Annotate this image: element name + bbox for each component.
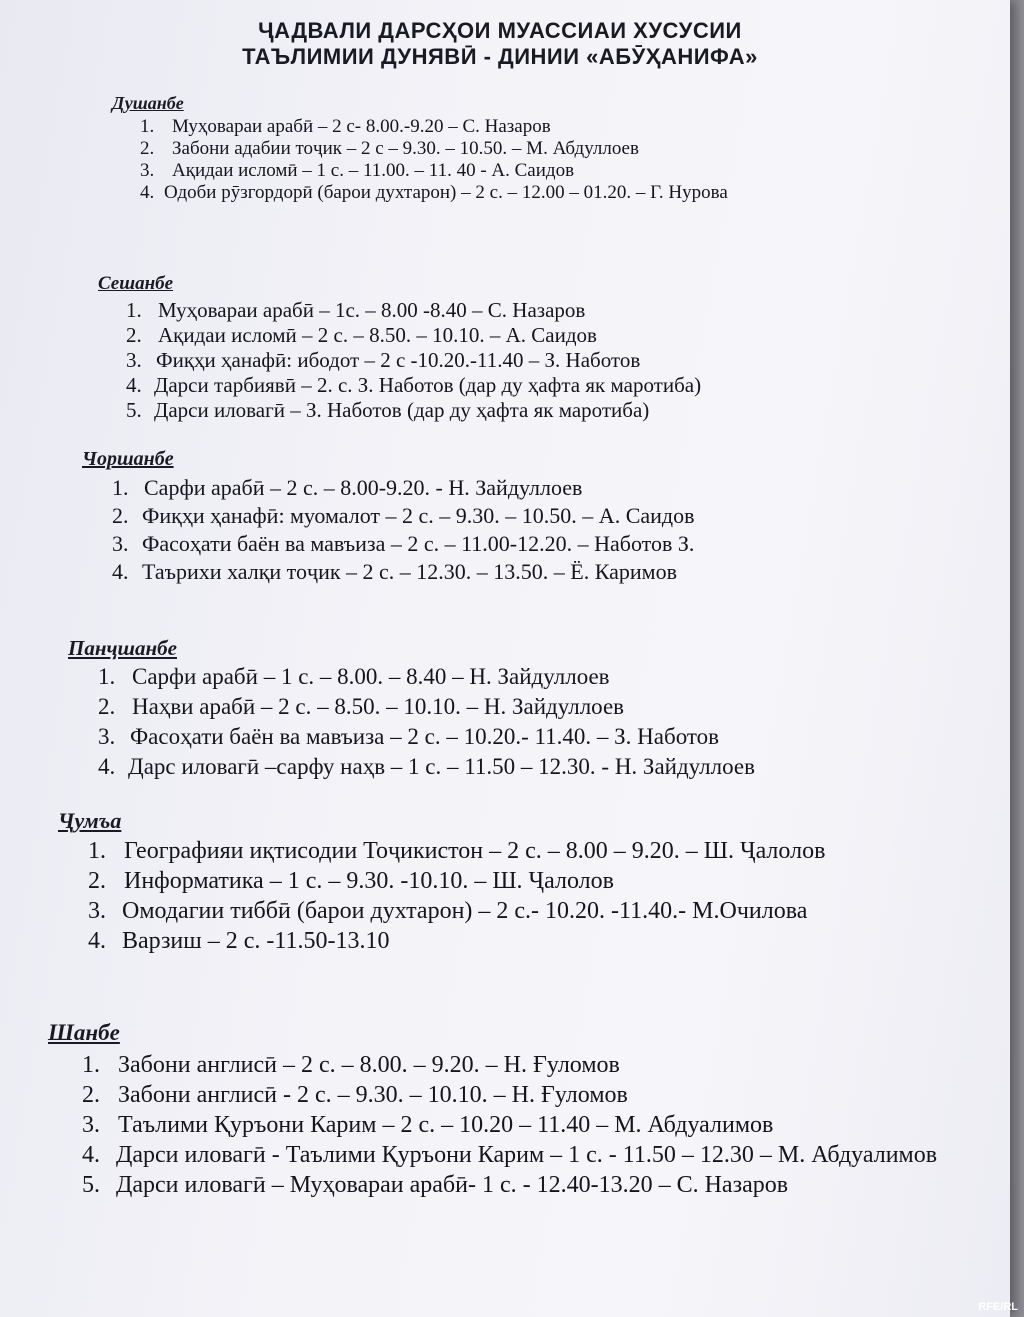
watermark: RFE/RL — [978, 1301, 1018, 1313]
monday-lessons — [140, 116, 840, 204]
day-heading-friday: Ҷумъа — [58, 808, 122, 833]
document-title-line-1: ҶАДВАЛИ ДАРСҲОИ МУАССИАИ ХУСУСИИ — [258, 18, 742, 43]
list-item: 4. Одоби рӯзгордорӣ (барои духтарон) – 2 с. – 12.00 – 01.20. – Г. Нурова — [140, 182, 728, 203]
list-item: 5. Дарси иловагӣ – З. Наботов (дар ду ҳафта як маротиба) — [126, 398, 650, 422]
list-item: 3. Ақидаи исломӣ – 1 с. – 11.00. – 11. 40 - А. Саидов — [140, 160, 575, 181]
list-item: 1. Сарфи арабӣ – 1 с. – 8.00. – 8.40 – Н. Зайдуллоев — [98, 664, 610, 689]
day-heading-thursday: Панҷшанбе — [68, 636, 177, 660]
day-heading-tuesday: Сешанбе — [98, 273, 174, 294]
day-heading-wednesday: Чоршанбе — [82, 448, 174, 470]
list-item: 3. Омодагии тиббӣ (барои духтарон) – 2 с.- 10.20. -11.40.- М.Очилова — [88, 898, 808, 924]
list-item: 3. Фиқҳи ҳанафӣ: ибодот – 2 с -10.20.-11.40 – З. Наботов — [126, 348, 641, 372]
list-item: 2. Ақидаи исломӣ – 2 с. – 8.50. – 10.10. – А. Саидов — [126, 323, 597, 347]
list-item: 4. Таърихи халқи тоҷик – 2 с. – 12.30. – 13.50. – Ё. Каримов — [112, 559, 677, 584]
document-title-line-2: ТАЪЛИМИИ ДУНЯВӢ - ДИНИИ «АБӮҲАНИФА» — [242, 44, 758, 69]
list-item: 2. Забони адабии тоҷик – 2 с – 9.30. – 10.50. – М. Абдуллоев — [140, 138, 639, 159]
list-item: 1. Муҳовараи арабӣ – 1с. – 8.00 -8.40 – С. Назаров — [126, 298, 586, 322]
list-item: 1. Муҳовараи арабӣ – 2 с- 8.00.-9.20 – С. Назаров — [140, 116, 551, 137]
list-item: 3. Фасоҳати баён ва мавъиза – 2 с. – 11.00-12.20. – Наботов З. — [112, 531, 695, 556]
day-heading-saturday: Шанбе — [48, 1020, 120, 1045]
list-item: 2. Забони англисӣ - 2 с. – 9.30. – 10.10. – Н. Ғуломов — [82, 1082, 628, 1108]
list-item: 1. Забони англисӣ – 2 с. – 8.00. – 9.20. – Н. Ғуломов — [82, 1052, 620, 1078]
list-item: 2. Информатика – 1 с. – 9.30. -10.10. – Ш. Ҷалолов — [88, 868, 614, 894]
list-item: 1. Географияи иқтисодии Тоҷикистон – 2 с. – 8.00 – 9.20. – Ш. Ҷалолов — [88, 838, 826, 864]
list-item: 5. Дарси иловагӣ – Муҳовараи арабӣ- 1 с. - 12.40-13.20 – С. Назаров — [82, 1172, 789, 1198]
list-item: 3. Фасоҳати баён ва мавъиза – 2 с. – 10.20.- 11.40. – З. Наботов — [98, 724, 720, 749]
friday-lessons — [88, 836, 968, 956]
day-heading-monday: Душанбе — [112, 93, 184, 113]
list-item: 4. Дарс иловагӣ –сарфу наҳв – 1 с. – 11.50 – 12.30. - Н. Зайдуллоев — [98, 754, 755, 779]
list-item: 2. Фиқҳи ҳанафӣ: муомалот – 2 с. – 9.30. – 10.50. – А. Саидов — [112, 503, 695, 528]
thursday-lessons — [98, 662, 918, 782]
list-item: 2. Наҳви арабӣ – 2 с. – 8.50. – 10.10. – Н. Зайдуллоев — [98, 694, 625, 719]
wednesday-lessons — [112, 474, 872, 586]
list-item: 4. Дарси тарбиявӣ – 2. с. З. Наботов (дар ду ҳафта як маротиба) — [126, 373, 702, 397]
list-item: 3. Таълими Қуръони Карим – 2 с. – 10.20 – 11.40 – М. Абдуалимов — [82, 1112, 774, 1138]
tuesday-lessons — [126, 298, 886, 423]
list-item: 4. Варзиш – 2 с. -11.50-13.10 — [88, 928, 390, 954]
list-item: 4. Дарси иловагӣ - Таълими Қуръони Карим – 1 с. - 11.50 – 12.30 – М. Абдуалимов — [82, 1142, 938, 1168]
saturday-lessons — [82, 1050, 982, 1200]
list-item: 1. Сарфи арабӣ – 2 с. – 8.00-9.20. - Н. Зайдуллоев — [112, 475, 583, 500]
